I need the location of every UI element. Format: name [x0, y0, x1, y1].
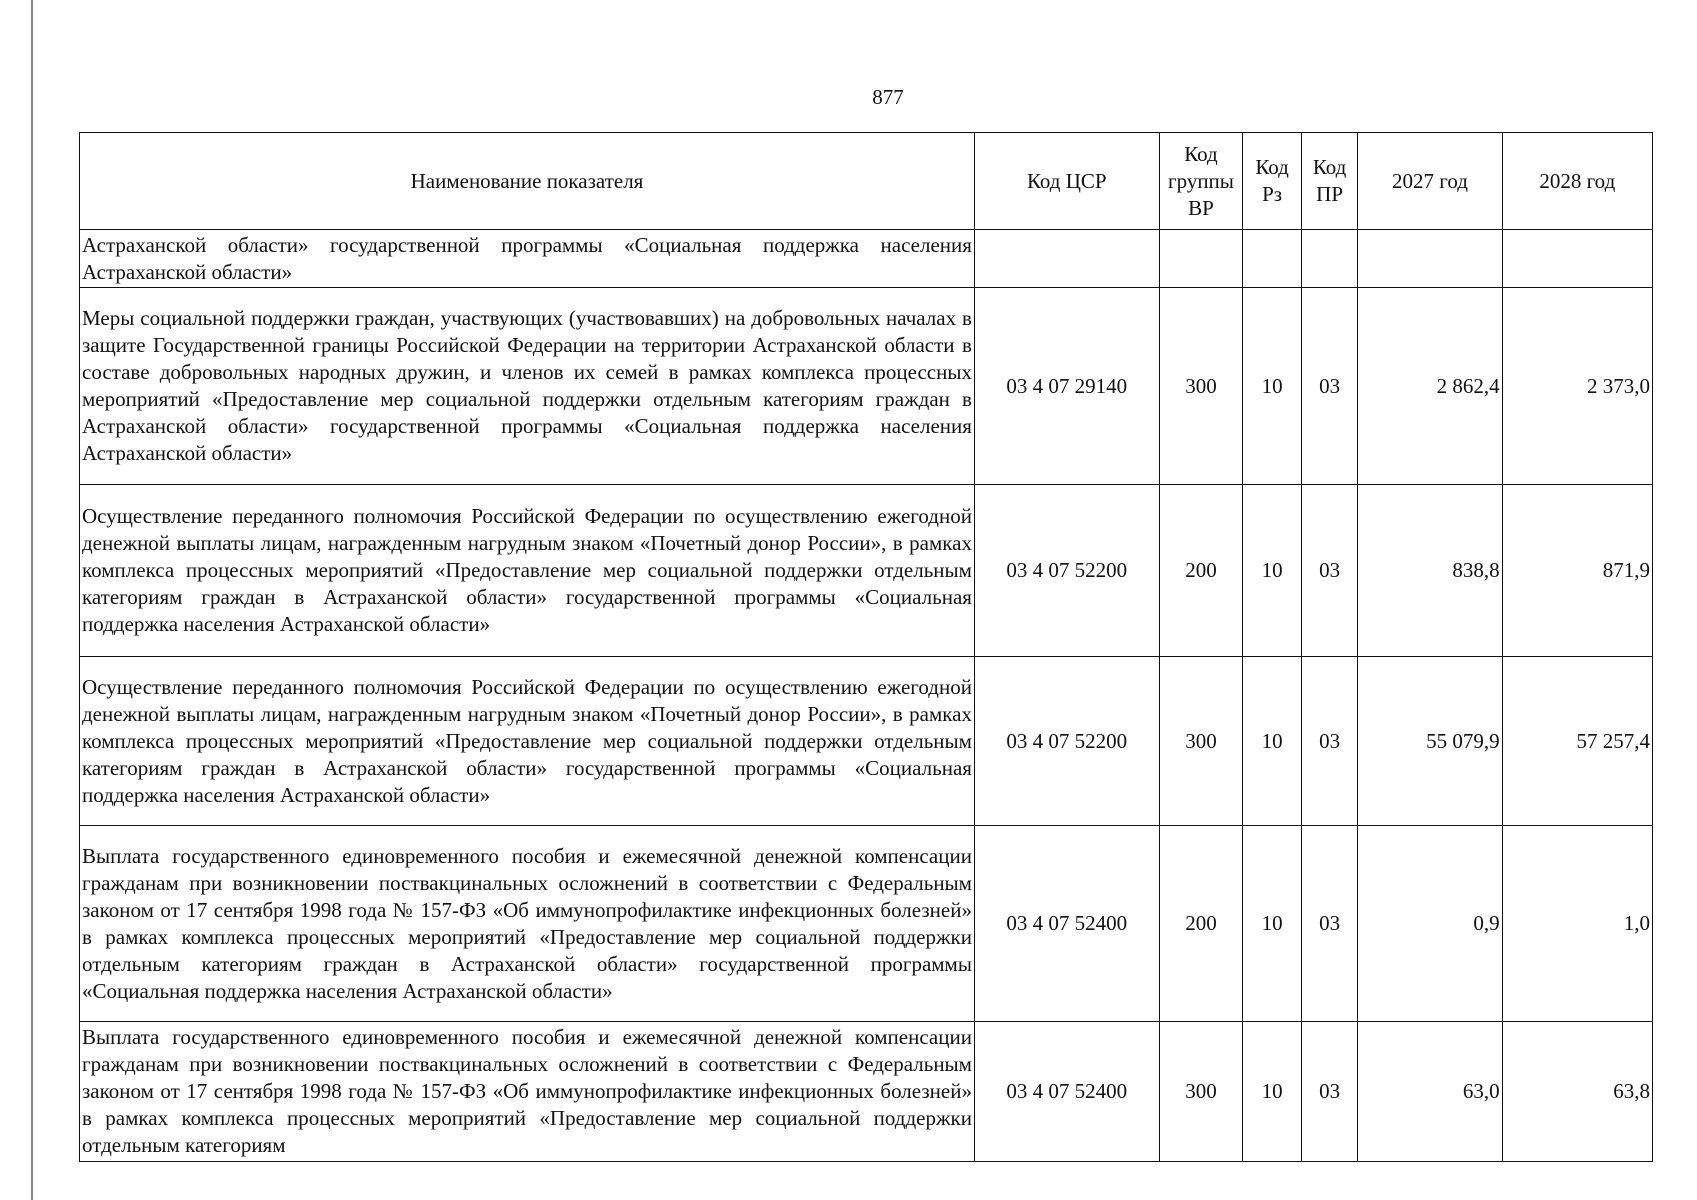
row-csr: 03 4 07 52200 — [974, 485, 1159, 657]
table-row — [80, 288, 1653, 485]
header-vr: Код группы ВР — [1159, 133, 1243, 230]
row-vr: 300 — [1159, 288, 1243, 485]
row-2027 — [1358, 230, 1502, 288]
header-name: Наименование показателя — [80, 133, 975, 230]
row-csr: 03 4 07 29140 — [974, 288, 1159, 485]
header-csr: Код ЦСР — [974, 133, 1159, 230]
row-name-text: Выплата государственного единовременного пособия и ежемесячной денежной компенсации гражданам при возникновении поствакцинальных осложнений в соответствии с Федеральным законом от 17 сентября 1998 года № 157-ФЗ «Об иммунопрофилактике инфекционных болезней» в рамках комплекса процессных мероприятий «Предоставление мер социальной поддержки отдельным категориям — [82, 1025, 972, 1157]
row-vr: 200 — [1159, 485, 1243, 657]
row-2027: 55 079,9 — [1358, 657, 1502, 826]
row-2027: 63,0 — [1358, 1022, 1502, 1162]
row-name-text: Меры социальной поддержки граждан, участвующих (участвовавших) на добровольных началах в защите Государственной границы Российской Федерации на территории Астраханской области в составе добровольных народных дружин, и членов их семей в рамках комплекса процессных мероприятий «Предоставление мер социальной поддержки отдельным категориям граждан в Астраханской области» государственной программы «Социальная поддержка населения Астраханской области» — [82, 306, 972, 465]
row-2028: 2 373,0 — [1502, 288, 1652, 485]
header-2027: 2027 год — [1358, 133, 1502, 230]
row-vr: 300 — [1159, 657, 1243, 826]
row-csr: 03 4 07 52200 — [974, 657, 1159, 826]
table-row — [80, 230, 1653, 288]
row-rz — [1243, 230, 1302, 288]
page-number: 877 — [872, 85, 904, 109]
row-csr: 03 4 07 52400 — [974, 1022, 1159, 1162]
row-2027: 2 862,4 — [1358, 288, 1502, 485]
row-pr: 03 — [1301, 657, 1358, 826]
row-pr: 03 — [1301, 288, 1358, 485]
row-csr — [974, 230, 1159, 288]
row-2027: 838,8 — [1358, 485, 1502, 657]
row-name — [80, 657, 975, 826]
row-vr — [1159, 230, 1243, 288]
row-rz: 10 — [1243, 288, 1302, 485]
budget-table — [79, 132, 1653, 1162]
table-row — [80, 485, 1653, 657]
row-name — [80, 485, 975, 657]
row-rz: 10 — [1243, 1022, 1302, 1162]
row-rz: 10 — [1243, 826, 1302, 1022]
row-2028: 871,9 — [1502, 485, 1652, 657]
row-name — [80, 230, 975, 288]
row-2028: 57 257,4 — [1502, 657, 1652, 826]
row-name-text: Осуществление переданного полномочия Российской Федерации по осуществлению ежегодной денежной выплаты лицам, награжденным нагрудным знаком «Почетный донор России», в рамках комплекса процессных мероприятий «Предоставление мер социальной поддержки отдельным категориям граждан в Астраханской области» государственной программы «Социальная поддержка населения Астраханской области» — [82, 674, 972, 807]
header-2028: 2028 год — [1502, 133, 1652, 230]
row-2028: 63,8 — [1502, 1022, 1652, 1162]
scan-edge-line — [31, 0, 33, 1200]
row-pr — [1301, 230, 1358, 288]
row-rz: 10 — [1243, 657, 1302, 826]
row-name — [80, 826, 975, 1022]
row-vr: 300 — [1159, 1022, 1243, 1162]
row-csr: 03 4 07 52400 — [974, 826, 1159, 1022]
row-vr: 200 — [1159, 826, 1243, 1022]
row-name-text: Осуществление переданного полномочия Российской Федерации по осуществлению ежегодной денежной выплаты лицам, награжденным нагрудным знаком «Почетный донор России», в рамках комплекса процессных мероприятий «Предоставление мер социальной поддержки отдельным категориям граждан в Астраханской области» государственной программы «Социальная поддержка населения Астраханской области» — [82, 504, 972, 636]
row-2027: 0,9 — [1358, 826, 1502, 1022]
row-rz: 10 — [1243, 485, 1302, 657]
table-header-row — [80, 133, 1653, 230]
row-name — [80, 288, 975, 485]
row-name-text: Астраханской области» государственной программы «Социальная поддержка населения Астраханской области» — [82, 232, 972, 284]
header-pr: Код ПР — [1301, 133, 1358, 230]
header-rz: Код Рз — [1243, 133, 1302, 230]
row-pr: 03 — [1301, 485, 1358, 657]
table-row — [80, 1022, 1653, 1162]
row-name — [80, 1022, 975, 1162]
row-2028 — [1502, 230, 1652, 288]
row-pr: 03 — [1301, 826, 1358, 1022]
row-pr: 03 — [1301, 1022, 1358, 1162]
row-2028: 1,0 — [1502, 826, 1652, 1022]
table-row — [80, 657, 1653, 826]
row-name-text: Выплата государственного единовременного пособия и ежемесячной денежной компенсации гражданам при возникновении поствакцинальных осложнений в соответствии с Федеральным законом от 17 сентября 1998 года № 157-ФЗ «Об иммунопрофилактике инфекционных болезней» в рамках комплекса процессных мероприятий «Предоставление мер социальной поддержки отдельным категориям граждан в Астраханской области» государственной программы «Социальная поддержка населения Астраханской области» — [82, 843, 972, 1003]
table-row — [80, 826, 1653, 1022]
